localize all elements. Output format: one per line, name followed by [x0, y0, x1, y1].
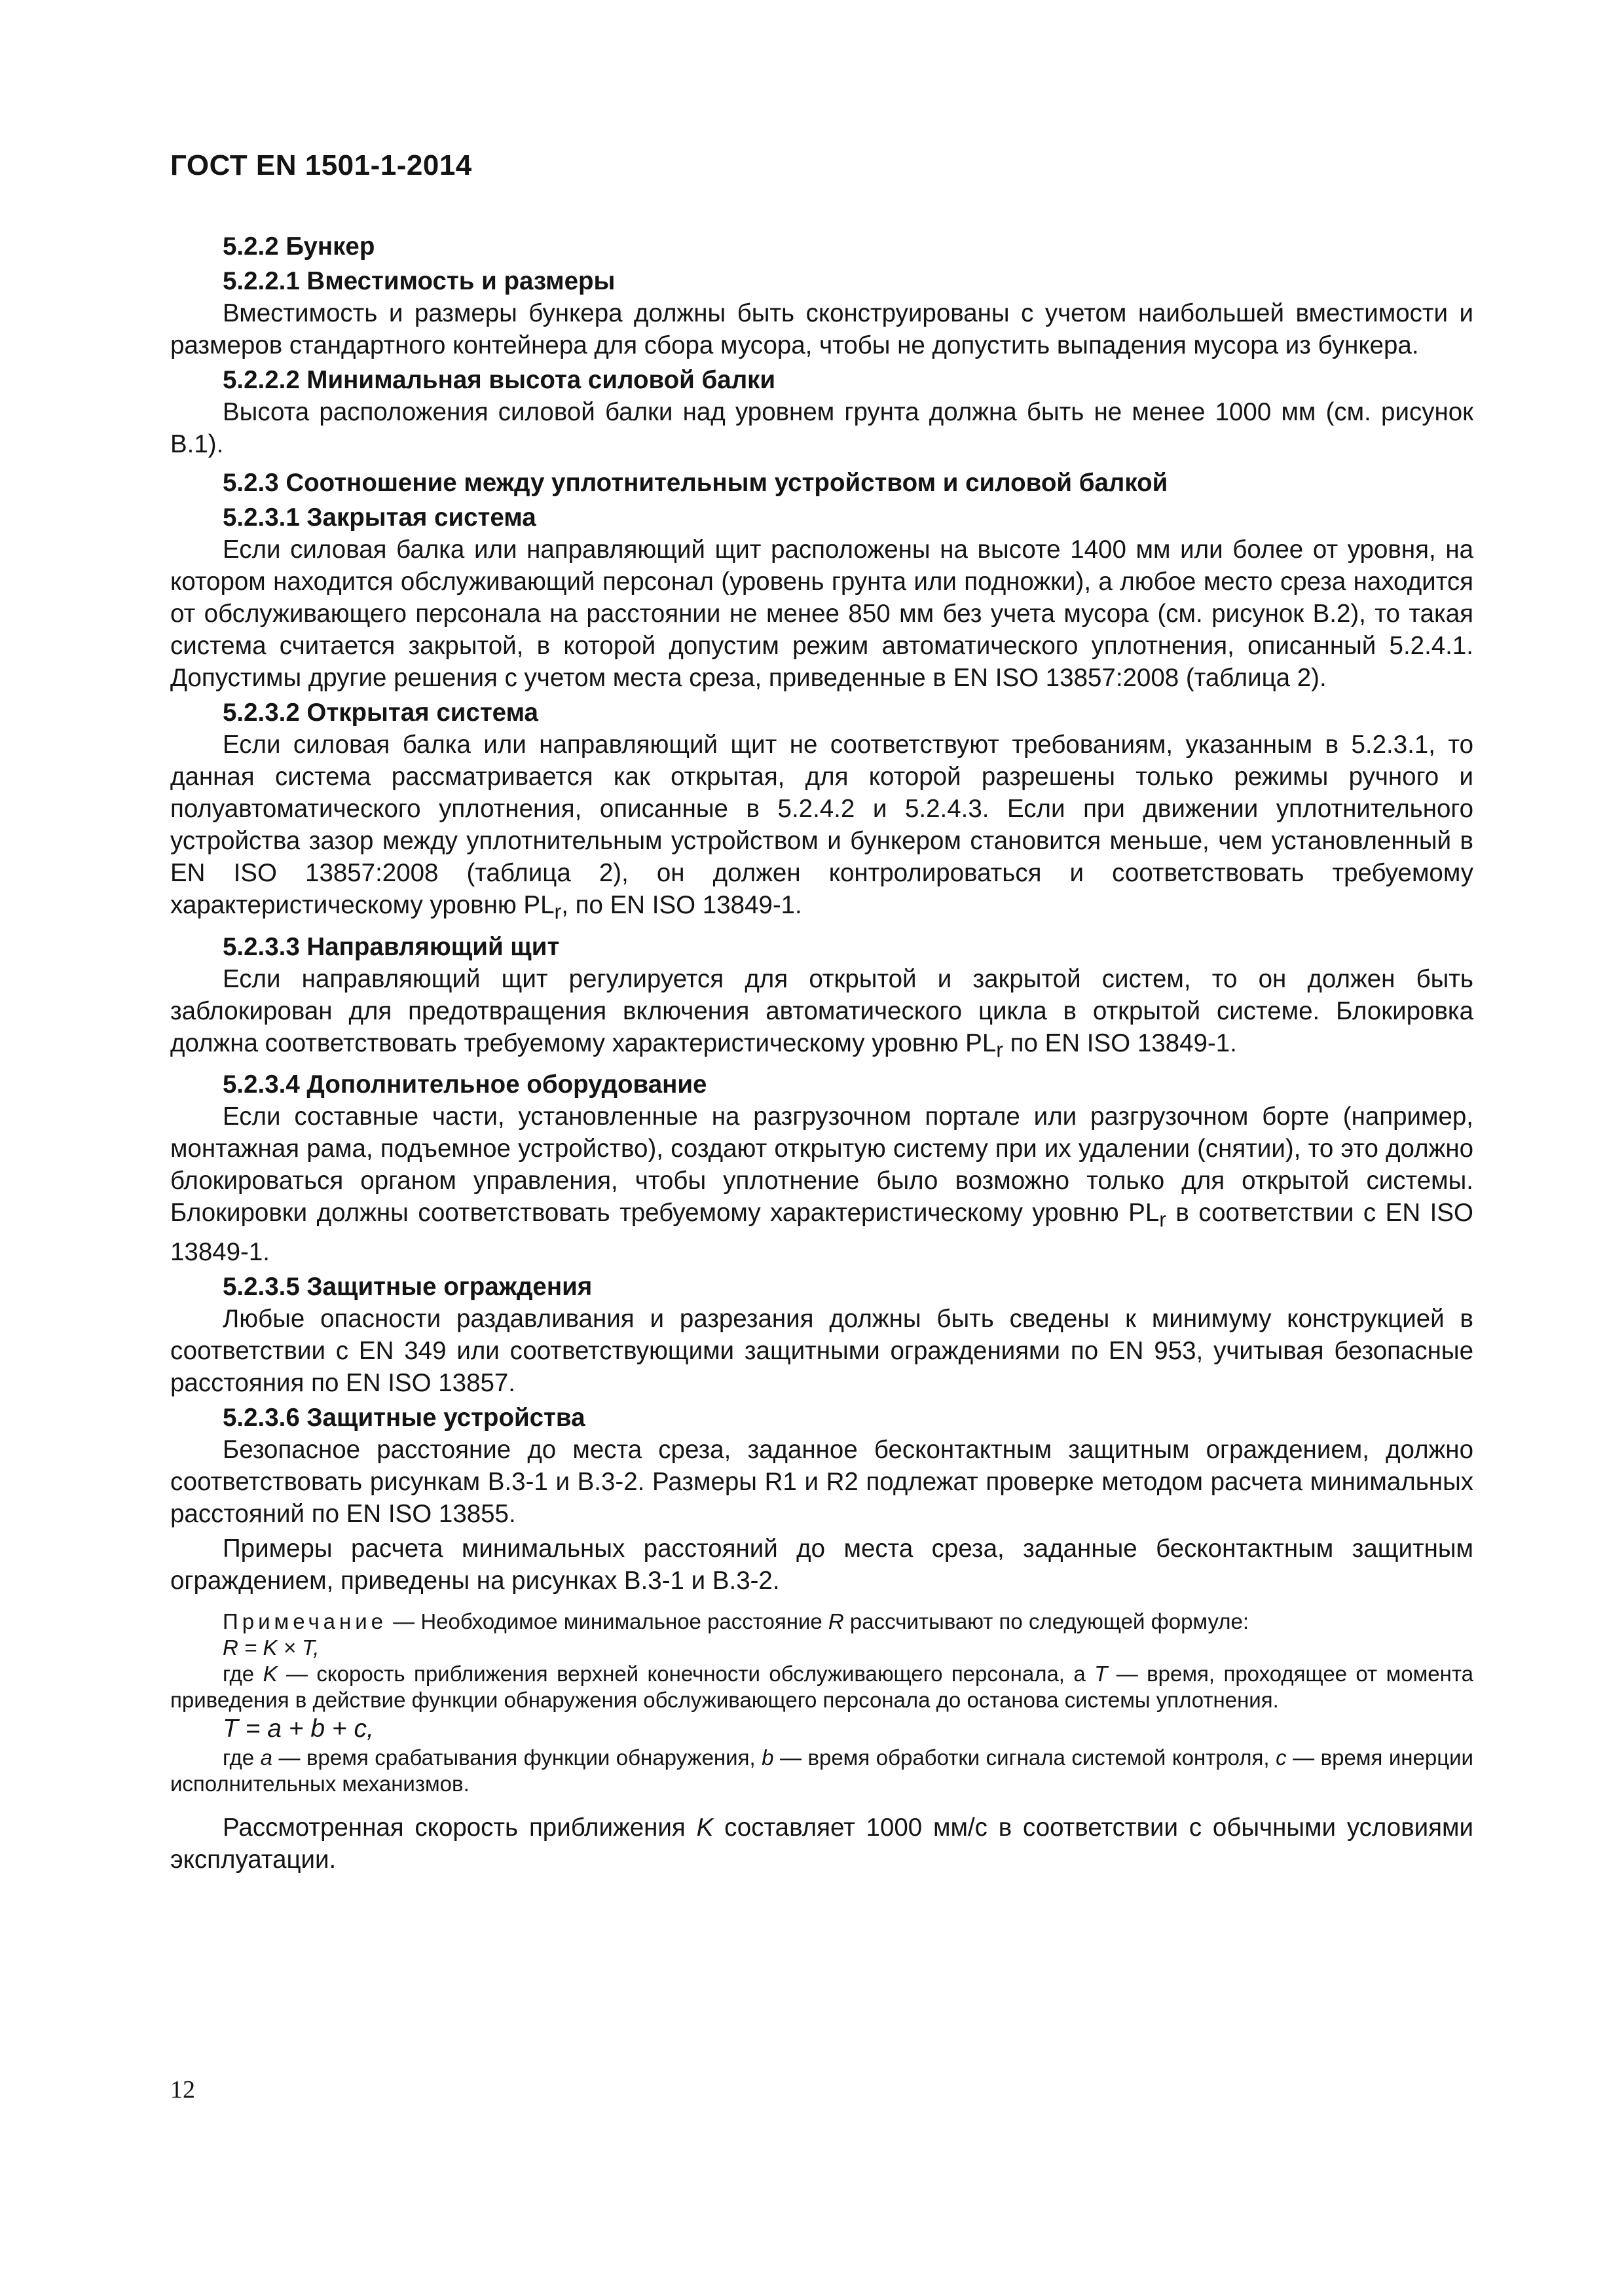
paragraph-5-2-3-1: Если силовая балка или направляющий щит расположены на высоте 1400 мм или более от уровня, на котором находится обслуживающий персонал (уровень грунта или подножки), а любое место среза находится от обслуживающего персонала на расстоянии не менее 850 мм без учета мусора (см. рисунок В.2), то такая система считается закрытой, в которой допустим режим автоматического уплотнения, описанный 5.2.4.1. Допустимы другие решения с учетом места среза, приведенные в EN ISO 13857:2008 (таблица 2).	[170, 536, 1473, 692]
note-block	[170, 1609, 1473, 1797]
paragraph-5-2-3-4	[170, 1101, 1473, 1268]
section-heading-5-2-2-1: 5.2.2.1 Вместимость и размеры	[223, 267, 616, 295]
document-body	[170, 230, 1473, 1876]
paragraph-5-2-3-6-a: Безопасное расстояние до места среза, заданное бесконтактным защитным ограждением, должно соответствовать рисункам В.3-1 и В.3-2. Размеры R1 и R2 подлежат проверке методом расчета минимальных расстояний по EN ISO 13855.	[170, 1436, 1473, 1529]
variable: R	[828, 1609, 844, 1634]
variable: c	[1276, 1745, 1287, 1770]
note-text: рассчитывают по следующей формуле:	[843, 1609, 1249, 1634]
paragraph-text: Рассмотренная скорость приближения	[223, 1813, 697, 1842]
paragraph-text: в соответствии с EN ISO 13849-1.	[170, 1199, 1473, 1267]
page-number: 12	[170, 2076, 195, 2104]
note-text: — время обработки сигнала системой контроля,	[773, 1745, 1276, 1770]
variable: T	[1094, 1662, 1108, 1686]
paragraph-text: составляет 1000 мм/с в соответствии с обычными условиями эксплуатации.	[170, 1813, 1473, 1874]
formula-1: R = K × T,	[223, 1635, 320, 1660]
note-label: Примечание	[223, 1609, 388, 1634]
paragraph-text: Если направляющий щит регулируется для открытой и закрытой систем, то он должен быть заблокирован для предотвращения включения автоматического цикла в открытой системе. Блокировка должна соответствовать требуемому характеристическому уровню PL	[170, 964, 1473, 1057]
subscript: r	[554, 900, 562, 924]
paragraph-text: Если силовая балка или направляющий щит не соответствуют требованиям, указанным в 5.2.3.1, то данная система рассматривается как открытая, для которой разрешены только режимы ручного и полуавтоматического уплотнения, описанные в 5.2.4.2 и 5.2.4.3. Если при движении уплотнительного устройства зазор между уплотнительным устройством и бункером становится меньше, чем установленный в EN ISO 13857:2008 (таблица 2), он должен контролироваться и соответствовать требуемому характеристическому уровню PL	[170, 731, 1473, 919]
paragraph-5-2-3-5: Любые опасности раздавливания и разрезания должны быть сведены к минимуму конструкцией в соответствии с EN 349 или соответствующими защитными ограждениями по EN 953, учитывая безопасные расстояния по EN ISO 13857.	[170, 1305, 1473, 1398]
paragraph-text: Если составные части, установленные на разгрузочном портале или разгрузочном борте (например, монтажная рама, подъемное устройство), создают открытую систему при их удалении (снятии), то это должно блокироваться органом управления, чтобы уплотнение было возможно только для открытой системы. Блокировки должны соответствовать требуемому характеристическому уровню PL	[170, 1102, 1473, 1228]
note-text: где	[223, 1662, 263, 1686]
subscript: r	[996, 1038, 1003, 1062]
note-where-1	[170, 1661, 1473, 1713]
note-text: — Необходимое минимальное расстояние	[387, 1609, 828, 1634]
section-heading-5-2-3-4: 5.2.3.4 Дополнительное оборудование	[223, 1070, 707, 1099]
closing-paragraph	[170, 1812, 1473, 1876]
note-intro	[170, 1609, 1473, 1635]
section-heading-5-2-3-2: 5.2.3.2 Открытая система	[223, 699, 538, 727]
note-where-2	[170, 1745, 1473, 1797]
variable: K	[263, 1662, 278, 1686]
formula-2: T = a + b + c,	[223, 1715, 374, 1743]
section-heading-5-2-3: 5.2.3 Соотношение между уплотнительным устройством и силовой балкой	[223, 469, 1168, 497]
paragraph-5-2-2-2: Высота расположения силовой балки над уровнем грунта должна быть не менее 1000 мм (см. рисунок В.1).	[170, 398, 1473, 458]
note-text: — время срабатывания функции обнаружения,	[272, 1745, 762, 1770]
paragraph-5-2-2-1: Вместимость и размеры бункера должны быть сконструированы с учетом наибольшей вместимости и размеров стандартного контейнера для сбора мусора, чтобы не допустить выпадения мусора из бункера.	[170, 299, 1473, 359]
note-text: где	[223, 1745, 261, 1770]
paragraph-5-2-3-3	[170, 963, 1473, 1066]
section-heading-5-2-3-3: 5.2.3.3 Направляющий щит	[223, 932, 560, 961]
section-heading-5-2-2: 5.2.2 Бункер	[223, 232, 375, 261]
document-header: ГОСТ EN 1501-1-2014	[170, 149, 472, 181]
paragraph-text: , по EN ISO 13849-1.	[561, 891, 802, 919]
note-text: — время инерции исполнительных механизмов.	[170, 1745, 1473, 1796]
section-heading-5-2-3-5: 5.2.3.5 Защитные ограждения	[223, 1273, 593, 1302]
variable: b	[762, 1745, 774, 1770]
note-text: — время, проходящее от момента приведения в действие функции обнаружения обслуживающего персонала до останова системы уплотнения.	[170, 1662, 1473, 1713]
variable: a	[260, 1745, 273, 1770]
note-text: — скорость приближения верхней конечности обслуживающего персонала, а	[277, 1662, 1095, 1686]
section-heading-5-2-2-2: 5.2.2.2 Минимальная высота силовой балки	[223, 366, 776, 394]
paragraph-5-2-3-2	[170, 729, 1473, 928]
subscript: r	[1159, 1208, 1166, 1232]
section-heading-5-2-3-1: 5.2.3.1 Закрытая система	[223, 503, 536, 532]
paragraph-text: по EN ISO 13849-1.	[1003, 1029, 1237, 1057]
section-heading-5-2-3-6: 5.2.3.6 Защитные устройства	[223, 1404, 585, 1432]
paragraph-5-2-3-6-b: Примеры расчета минимальных расстояний до места среза, заданные бесконтактным защитным ограждением, приведены на рисунках В.3-1 и В.3-2.	[170, 1535, 1473, 1595]
variable: K	[696, 1813, 714, 1842]
